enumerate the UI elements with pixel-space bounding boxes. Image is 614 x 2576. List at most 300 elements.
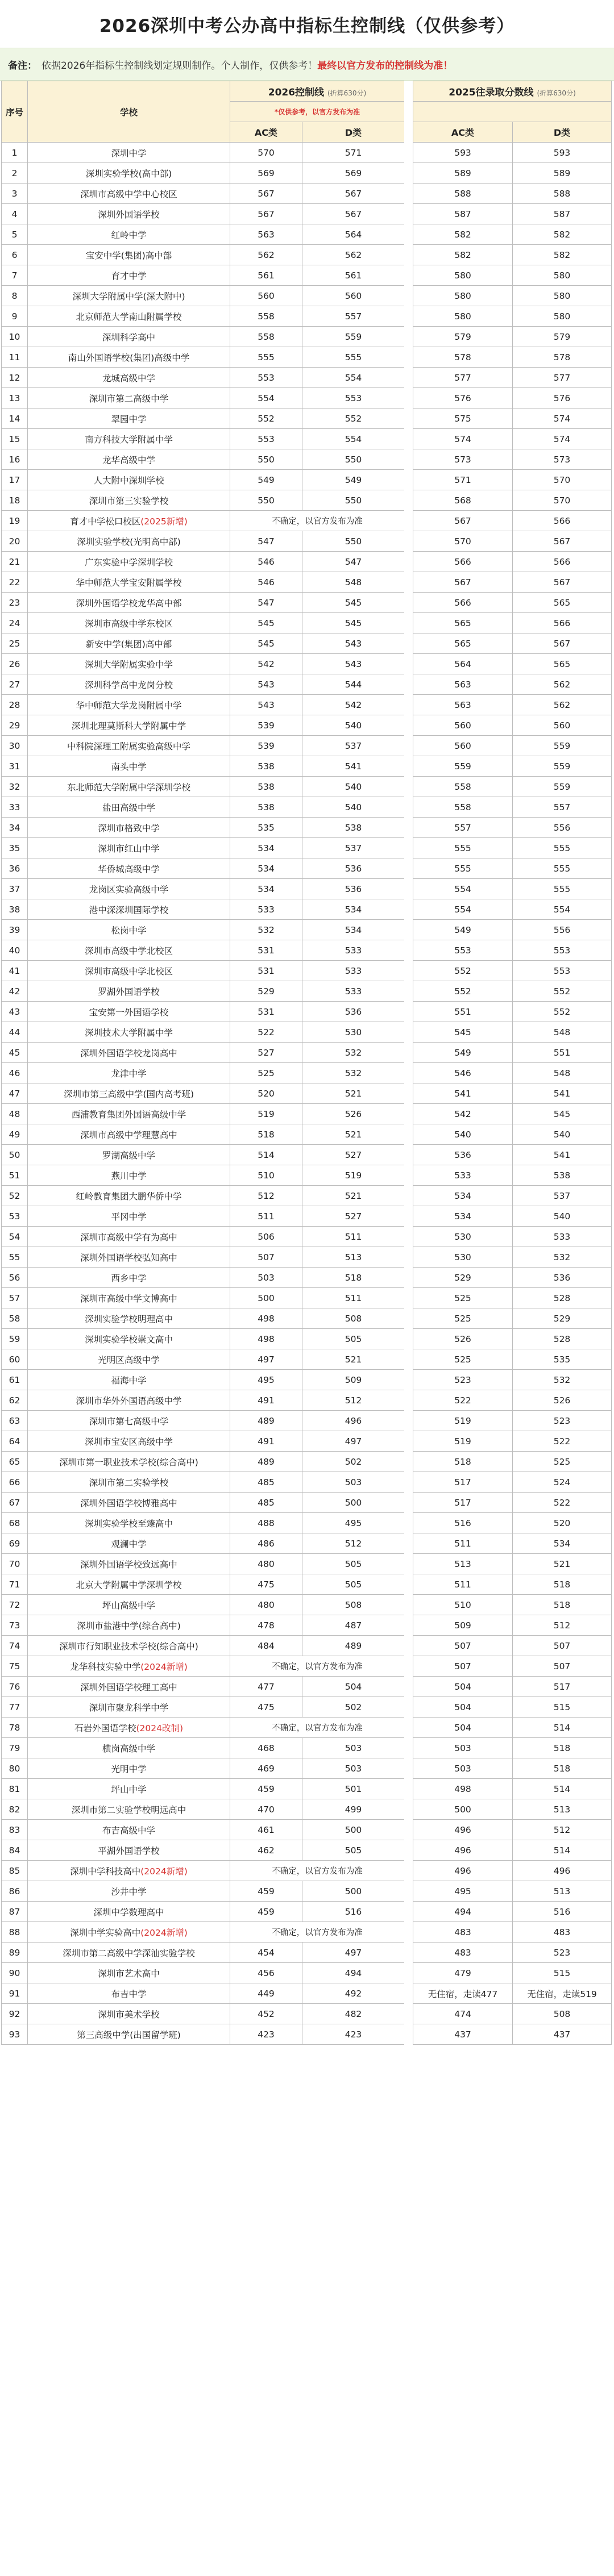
d-score-2026: 521 [302, 1349, 405, 1370]
d-score-2026: 527 [302, 1145, 405, 1165]
row-number: 27 [2, 674, 28, 695]
school-name: 深圳市第二实验学校明远高中 [71, 1804, 186, 1815]
school-name-cell [28, 920, 230, 940]
school-name-cell [28, 633, 230, 654]
d-score-2025: 514 [513, 1779, 612, 1799]
table-row [413, 940, 612, 961]
row-number: 52 [2, 1186, 28, 1206]
d-score-2025: 567 [513, 531, 612, 552]
school-name-cell [28, 1799, 230, 1820]
school-name-cell [28, 1186, 230, 1206]
row-number: 26 [2, 654, 28, 674]
ac-score-2025: 574 [413, 429, 513, 449]
row-number: 51 [2, 1165, 28, 1186]
d-score-2026: 552 [302, 409, 405, 429]
d-score-2026: 512 [302, 1533, 405, 1554]
ac-score-2025: 582 [413, 224, 513, 245]
d-score-2026: 550 [302, 449, 405, 470]
ac-score-2026: 486 [230, 1533, 302, 1554]
ac-score-2025: 557 [413, 818, 513, 838]
d-score-2026: 542 [302, 695, 405, 715]
table-row [413, 920, 612, 940]
school-name: 深圳科学高中龙岗分校 [84, 680, 173, 690]
table-row [2, 1124, 405, 1145]
header-2026-sub: (折算630分) [327, 89, 367, 97]
ac-score-2026: 553 [230, 368, 302, 388]
d-score-2026: 536 [302, 858, 405, 879]
school-name-cell [28, 613, 230, 633]
d-score-2025: 566 [513, 613, 612, 633]
row-number: 40 [2, 940, 28, 961]
table-row [413, 327, 612, 347]
table-row [2, 1022, 405, 1043]
school-name-cell [28, 1124, 230, 1145]
table-row [2, 1779, 405, 1799]
d-score-2025: 523 [513, 1411, 612, 1431]
d-score-2026: 521 [302, 1124, 405, 1145]
school-name-cell [28, 1574, 230, 1595]
table-row [413, 1758, 612, 1779]
d-score-2026: 554 [302, 368, 405, 388]
table-row [413, 1554, 612, 1574]
school-name-cell [28, 1349, 230, 1370]
row-number: 73 [2, 1615, 28, 1636]
table-row [413, 1043, 612, 1063]
d-score-2025: 555 [513, 838, 612, 858]
row-number: 58 [2, 1308, 28, 1329]
d-score-2026: 492 [302, 1983, 405, 2004]
d-score-2025: 552 [513, 1002, 612, 1022]
row-number: 41 [2, 961, 28, 981]
school-name-cell [28, 1738, 230, 1758]
note-warning: 最终以官方发布的控制线为准！ [317, 60, 453, 72]
school-name: 燕川中学 [111, 1170, 147, 1181]
table-row [2, 1595, 405, 1615]
ac-score-2026: 529 [230, 981, 302, 1002]
d-score-2025: 589 [513, 163, 612, 184]
school-name-cell [28, 409, 230, 429]
school-name-cell [28, 961, 230, 981]
table-row [413, 961, 612, 981]
school-name: 深圳市高级中学北校区 [84, 945, 173, 956]
d-score-2025: 582 [513, 224, 612, 245]
table-row [2, 1206, 405, 1227]
school-name: 深圳市第三高级中学(国内高考班) [63, 1089, 194, 1099]
row-number: 80 [2, 1758, 28, 1779]
ac-score-2025: 564 [413, 654, 513, 674]
table-row [413, 1840, 612, 1861]
d-score-2025: 513 [513, 1799, 612, 1820]
header-seq: 序号 [2, 81, 28, 143]
d-score-2026: 567 [302, 204, 405, 224]
table-row [413, 2024, 612, 2045]
row-number: 88 [2, 1922, 28, 1943]
ac-score-2025: 500 [413, 1799, 513, 1820]
table-row [413, 1083, 612, 1104]
table-row [2, 1902, 405, 1922]
table-row [2, 552, 405, 572]
header-d: D类 [302, 122, 405, 143]
school-name: 华中师范大学宝安附属学校 [76, 577, 182, 588]
d-score-2025: 521 [513, 1554, 612, 1574]
d-score-2025: 580 [513, 306, 612, 327]
table-row [413, 695, 612, 715]
school-name: 深圳实验学校(光明高中部) [77, 536, 181, 547]
table-row [413, 1922, 612, 1943]
table-row [413, 1411, 612, 1431]
d-score-2025: 565 [513, 654, 612, 674]
ac-score-2025: 513 [413, 1554, 513, 1574]
ac-score-2026: 546 [230, 552, 302, 572]
table-row [2, 327, 405, 347]
school-name: 广东实验中学深圳学校 [84, 557, 173, 568]
school-name: 深圳大学附属中学(深大附中) [72, 291, 185, 302]
d-score-2026: 564 [302, 224, 405, 245]
table-row [2, 184, 405, 204]
table-row [413, 347, 612, 368]
ac-score-2026: 531 [230, 961, 302, 981]
row-number: 84 [2, 1840, 28, 1861]
table-row [2, 797, 405, 818]
school-name: 中科院深理工附属实验高级中学 [67, 741, 190, 752]
school-name: 深圳市第七高级中学 [89, 1416, 169, 1427]
past-score-table [413, 81, 612, 2045]
ac-score-2025: 504 [413, 1697, 513, 1718]
d-score-2026: 561 [302, 265, 405, 286]
school-name-cell [28, 1043, 230, 1063]
ac-score-2026: 520 [230, 1083, 302, 1104]
school-name: 港中深深圳国际学校 [89, 904, 169, 915]
ac-score-2026: 469 [230, 1758, 302, 1779]
school-name: 石岩外国语学校 [74, 1723, 136, 1733]
table-row [2, 1308, 405, 1329]
d-score-2025: 513 [513, 1881, 612, 1902]
table-row [2, 1472, 405, 1493]
row-number: 23 [2, 593, 28, 613]
school-name-cell [28, 593, 230, 613]
d-score-2026: 504 [302, 1677, 405, 1697]
table-row [2, 368, 405, 388]
d-score-2026: 496 [302, 1411, 405, 1431]
table-row [413, 1104, 612, 1124]
ac-score-2026: 543 [230, 674, 302, 695]
d-score-2025: 559 [513, 736, 612, 756]
school-name: 布吉中学 [111, 1989, 147, 1999]
ac-score-2026: 514 [230, 1145, 302, 1165]
d-score-2025: 496 [513, 1861, 612, 1881]
ac-score-2025: 567 [413, 511, 513, 531]
row-number: 87 [2, 1902, 28, 1922]
school-name: 深圳市第一职业技术学校(综合高中) [59, 1457, 198, 1468]
ac-score-2025: 555 [413, 838, 513, 858]
ac-score-2026: 533 [230, 899, 302, 920]
school-name-cell [28, 347, 230, 368]
ac-score-2025: 571 [413, 470, 513, 490]
school-name: 龙华科技实验中学 [70, 1661, 141, 1672]
ac-score-2026: 475 [230, 1574, 302, 1595]
school-name-cell [28, 1861, 230, 1881]
table-row [413, 1595, 612, 1615]
d-score-2026: 550 [302, 490, 405, 511]
table-row [2, 1268, 405, 1288]
school-name-cell [28, 899, 230, 920]
d-score-2026: 567 [302, 184, 405, 204]
table-row [413, 1227, 612, 1247]
ac-score-2026: 553 [230, 429, 302, 449]
table-row [413, 1533, 612, 1554]
ac-score-2026: 558 [230, 327, 302, 347]
table-row [2, 1533, 405, 1554]
table-row [413, 1881, 612, 1902]
table-row [2, 695, 405, 715]
d-score-2026: 534 [302, 920, 405, 940]
row-number: 22 [2, 572, 28, 593]
ac-score-2025: 566 [413, 552, 513, 572]
table-row [413, 1943, 612, 1963]
school-name: 龙岗区实验高级中学 [89, 884, 169, 895]
ac-score-2025: 560 [413, 736, 513, 756]
table-row [413, 654, 612, 674]
row-number: 85 [2, 1861, 28, 1881]
d-score-2025: 528 [513, 1288, 612, 1308]
ac-score-2026: 554 [230, 388, 302, 409]
d-score-2025: 570 [513, 490, 612, 511]
table-row [413, 409, 612, 429]
ac-score-2026: 534 [230, 858, 302, 879]
ac-score-2026: 503 [230, 1268, 302, 1288]
school-name: 深圳中学科技高中 [70, 1866, 141, 1877]
row-number: 53 [2, 1206, 28, 1227]
ac-score-2026: 468 [230, 1738, 302, 1758]
uncertain-note: 不确定，以官方发布为准 [230, 1922, 405, 1943]
row-number: 44 [2, 1022, 28, 1043]
ac-score-2026: 518 [230, 1124, 302, 1145]
ac-score-2025: 540 [413, 1124, 513, 1145]
table-row [413, 1268, 612, 1288]
table-row [413, 1022, 612, 1043]
d-score-2025: 534 [513, 1533, 612, 1554]
school-name-cell [28, 552, 230, 572]
table-row [413, 674, 612, 695]
d-score-2025: 515 [513, 1697, 612, 1718]
table-row [2, 531, 405, 552]
table-row [413, 1963, 612, 1983]
d-score-2025: 560 [513, 715, 612, 736]
header-2025-title: 2025往录取分数线 [449, 87, 534, 98]
ac-score-2025: 568 [413, 490, 513, 511]
table-row [413, 1861, 612, 1881]
d-score-2025: 520 [513, 1513, 612, 1533]
d-score-2025: 533 [513, 1227, 612, 1247]
ac-score-2025: 525 [413, 1288, 513, 1308]
school-name-cell [28, 1758, 230, 1779]
ac-score-2025: 576 [413, 388, 513, 409]
ac-score-2025: 589 [413, 163, 513, 184]
school-name-cell [28, 1697, 230, 1718]
table-row [413, 470, 612, 490]
school-name: 深圳市艺术高中 [98, 1968, 160, 1979]
ac-score-2025: 523 [413, 1370, 513, 1390]
d-score-2025: 587 [513, 204, 612, 224]
table-row [2, 286, 405, 306]
ac-score-2026: 563 [230, 224, 302, 245]
table-row [413, 1697, 612, 1718]
table-row [2, 265, 405, 286]
ac-score-2025: 542 [413, 1104, 513, 1124]
ac-score-2026: 461 [230, 1820, 302, 1840]
row-number: 93 [2, 2024, 28, 2045]
d-score-2025: 553 [513, 940, 612, 961]
d-score-2026: 502 [302, 1452, 405, 1472]
ac-score-2025: 529 [413, 1268, 513, 1288]
table-row [413, 1779, 612, 1799]
ac-score-2026: 456 [230, 1963, 302, 1983]
table-row [413, 224, 612, 245]
table-row [2, 858, 405, 879]
table-row [413, 1063, 612, 1083]
ac-score-2025: 546 [413, 1063, 513, 1083]
school-name-cell [28, 1881, 230, 1902]
ac-score-2025: 534 [413, 1206, 513, 1227]
d-score-2025: 518 [513, 1595, 612, 1615]
ac-score-2025: 575 [413, 409, 513, 429]
school-name: 深圳实验学校至臻高中 [84, 1518, 173, 1529]
school-name: 深圳市高级中学理慧高中 [80, 1129, 177, 1140]
ac-score-2026: 491 [230, 1431, 302, 1452]
d-score-2025: 577 [513, 368, 612, 388]
school-name: 平冈中学 [111, 1211, 147, 1222]
d-score-2026: 503 [302, 1758, 405, 1779]
control-line-table [1, 81, 405, 2045]
ac-score-2026: 550 [230, 490, 302, 511]
school-name-cell [28, 224, 230, 245]
school-name: 人大附中深圳学校 [93, 475, 164, 486]
d-score-2026: 537 [302, 736, 405, 756]
d-score-2025: 512 [513, 1820, 612, 1840]
table-row [2, 429, 405, 449]
table-row [2, 1431, 405, 1452]
table-row [413, 306, 612, 327]
d-score-2025: 522 [513, 1431, 612, 1452]
table-row [413, 1820, 612, 1840]
d-score-2026: 487 [302, 1615, 405, 1636]
table-row [413, 736, 612, 756]
ac-score-2026: 498 [230, 1308, 302, 1329]
ac-score-2026: 522 [230, 1022, 302, 1043]
d-score-2026: 540 [302, 715, 405, 736]
d-score-2025: 540 [513, 1124, 612, 1145]
row-number: 4 [2, 204, 28, 224]
row-number: 45 [2, 1043, 28, 1063]
school-name-cell [28, 1390, 230, 1411]
d-score-2025: 566 [513, 552, 612, 572]
table-row [2, 879, 405, 899]
school-name: 深圳外国语学校龙华高中部 [76, 598, 182, 608]
table-row [413, 204, 612, 224]
ac-score-2025: 533 [413, 1165, 513, 1186]
table-row [2, 1718, 405, 1738]
d-score-2026: 495 [302, 1513, 405, 1533]
ac-score-2025: 578 [413, 347, 513, 368]
d-score-2025: 522 [513, 1493, 612, 1513]
row-number: 25 [2, 633, 28, 654]
ac-score-2025: 565 [413, 633, 513, 654]
row-number: 48 [2, 1104, 28, 1124]
school-name: 宝安第一外国语学校 [89, 1007, 169, 1018]
ac-score-2026: 480 [230, 1595, 302, 1615]
school-name: 深圳中学实验高中 [70, 1927, 141, 1938]
school-name: 深圳市盐港中学(综合高中) [77, 1620, 181, 1631]
ac-score-2025: 558 [413, 797, 513, 818]
table-row [413, 818, 612, 838]
header-2026-title: 2026控制线 [268, 87, 325, 98]
d-score-2025: 548 [513, 1063, 612, 1083]
d-score-2025: 535 [513, 1349, 612, 1370]
d-score-2026: 499 [302, 1799, 405, 1820]
school-name-cell [28, 695, 230, 715]
table-row [2, 1820, 405, 1840]
row-number: 39 [2, 920, 28, 940]
table-row [2, 1677, 405, 1697]
table-row [2, 1943, 405, 1963]
row-number: 10 [2, 327, 28, 347]
row-number: 78 [2, 1718, 28, 1738]
table-row [2, 1758, 405, 1779]
row-number: 65 [2, 1452, 28, 1472]
ac-score-2025: 552 [413, 981, 513, 1002]
ac-score-2025: 437 [413, 2024, 513, 2045]
ac-score-2025: 519 [413, 1431, 513, 1452]
d-score-2026: 571 [302, 143, 405, 163]
table-row [413, 1636, 612, 1656]
ac-score-2026: 489 [230, 1411, 302, 1431]
table-row [413, 1165, 612, 1186]
d-score-2025: 553 [513, 961, 612, 981]
row-number: 72 [2, 1595, 28, 1615]
table-row [413, 1349, 612, 1370]
row-number: 1 [2, 143, 28, 163]
ac-score-2025: 504 [413, 1718, 513, 1738]
school-name: 深圳市第二实验学校 [89, 1477, 169, 1488]
d-score-2026: 503 [302, 1472, 405, 1493]
ac-score-2025: 552 [413, 961, 513, 981]
table-row [413, 1799, 612, 1820]
ac-score-2026: 519 [230, 1104, 302, 1124]
table-row [2, 654, 405, 674]
d-score-2026: 557 [302, 306, 405, 327]
school-name-cell [28, 756, 230, 777]
d-score-2026: 532 [302, 1043, 405, 1063]
school-name: 深圳北理莫斯科大学附属中学 [71, 720, 186, 731]
school-name-cell [28, 1902, 230, 1922]
school-name-cell [28, 1840, 230, 1861]
d-score-2025: 515 [513, 1963, 612, 1983]
d-score-2026: 548 [302, 572, 405, 593]
ac-score-2026: 567 [230, 204, 302, 224]
table-row [2, 1247, 405, 1268]
ac-score-2026: 507 [230, 1247, 302, 1268]
ac-score-2026: 531 [230, 940, 302, 961]
d-score-2026: 508 [302, 1308, 405, 1329]
ac-score-2025: 580 [413, 265, 513, 286]
school-name: 深圳外国语学校 [98, 209, 160, 220]
d-score-2026: 536 [302, 1002, 405, 1022]
table-row [413, 572, 612, 593]
row-number: 46 [2, 1063, 28, 1083]
table-row [2, 1574, 405, 1595]
ac-score-2026: 532 [230, 920, 302, 940]
ac-score-2025: 509 [413, 1615, 513, 1636]
